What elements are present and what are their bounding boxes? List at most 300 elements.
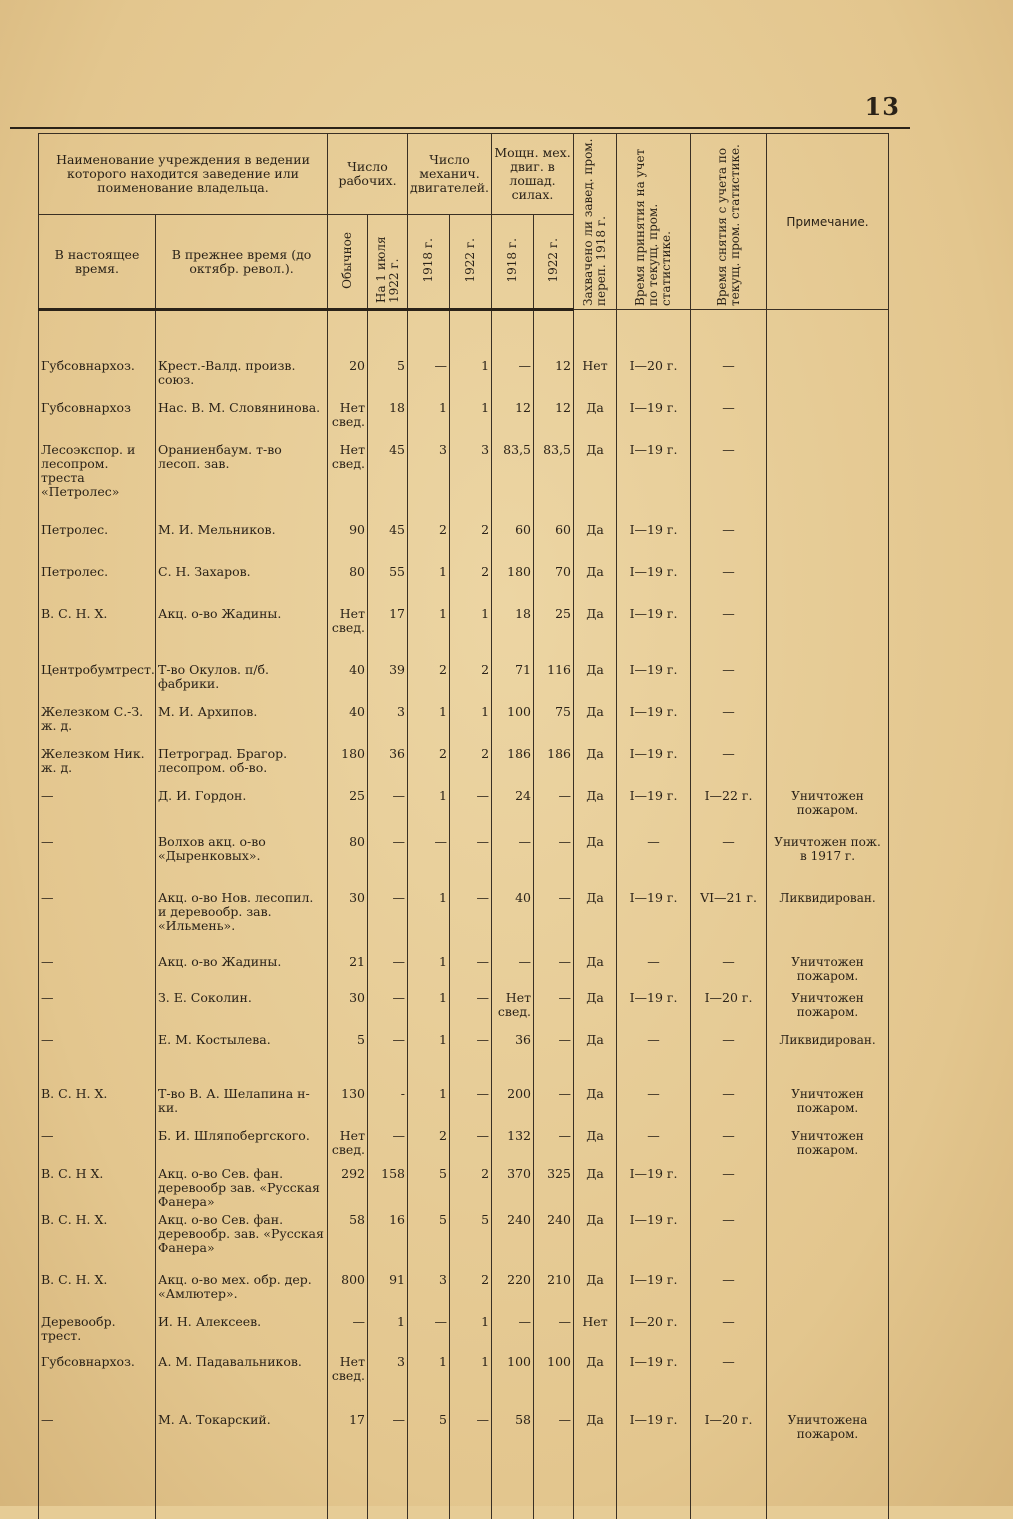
cell-now: Железком С.-З. ж. д. [39, 703, 156, 745]
cell-time-removed: — [691, 1353, 767, 1411]
table-row [39, 1127, 889, 1165]
cell-engines-1922: 1 [450, 1313, 492, 1353]
cell-workers-usual: 130 [328, 1085, 368, 1127]
cell-workers-usual: 21 [328, 953, 368, 989]
page-number: 13 [865, 92, 900, 121]
cell-power-1918: 24 [492, 787, 534, 833]
header-power-1922: 1922 г. [534, 215, 574, 310]
cell-time-removed: — [691, 399, 767, 441]
cell-time-taken: I—19 г. [617, 703, 691, 745]
header-group-name: Наименование учреждения в ведении которого находится заведение или поименование владельца. [39, 134, 328, 215]
cell-engines-1922: — [450, 1127, 492, 1165]
cell-time-removed: — [691, 953, 767, 989]
header-workers-1922: На 1 июля 1922 г. [368, 215, 408, 310]
cell-prev: А. М. Падавальников. [156, 1353, 328, 1411]
cell-power-1922: 186 [534, 745, 574, 787]
cell-note [767, 521, 889, 563]
cell-power-1922: — [534, 833, 574, 889]
cell-power-1922: — [534, 787, 574, 833]
cell-prev: Акц. о-во Нов. лесопил. и деревообр. зав. «Ильмень». [156, 889, 328, 953]
cell-workers-1922: 5 [368, 357, 408, 399]
cell-workers-1922: 55 [368, 563, 408, 605]
cell-workers-1922: 3 [368, 1353, 408, 1411]
cell-captured: Да [574, 1353, 617, 1411]
table-row [39, 661, 889, 703]
cell-power-1918: — [492, 833, 534, 889]
cell-captured: Да [574, 989, 617, 1031]
cell-time-taken: — [617, 953, 691, 989]
cell-prev: Б. И. Шляпобергского. [156, 1127, 328, 1165]
header-prev: В прежнее время (до октябр. револ.). [156, 215, 328, 310]
cell-captured: Да [574, 563, 617, 605]
cell-engines-1918: 1 [408, 399, 450, 441]
cell-captured: Да [574, 1271, 617, 1313]
cell-workers-usual: Нет свед. [328, 1353, 368, 1411]
cell-note [767, 703, 889, 745]
cell-engines-1922: — [450, 889, 492, 953]
table-row [39, 1211, 889, 1271]
cell-power-1922: 210 [534, 1271, 574, 1313]
cell-power-1918: 240 [492, 1211, 534, 1271]
cell-power-1922: 12 [534, 399, 574, 441]
cell-workers-1922: — [368, 833, 408, 889]
cell-workers-usual: 80 [328, 833, 368, 889]
cell-note [767, 1271, 889, 1313]
cell-time-taken: I—19 г. [617, 399, 691, 441]
cell-note: Уничтожен пожаром. [767, 1127, 889, 1165]
cell-note: Уничтожен пожаром. [767, 1085, 889, 1127]
top-rule [10, 127, 910, 129]
cell-time-taken: — [617, 833, 691, 889]
header-time-removed: Время снятия с учета по текущ. пром. статистике. [691, 134, 767, 310]
cell-engines-1918: 1 [408, 989, 450, 1031]
cell-time-taken: — [617, 1031, 691, 1085]
cell-engines-1922: — [450, 833, 492, 889]
cell-now: В. С. Н Х. [39, 1165, 156, 1211]
header-captured: Захвачено ли завед. пром. переп. 1918 г. [574, 134, 617, 310]
cell-engines-1922: — [450, 787, 492, 833]
cell-power-1918: 58 [492, 1411, 534, 1475]
table-row [39, 1085, 889, 1127]
cell-engines-1918: 1 [408, 605, 450, 661]
cell-now: — [39, 1127, 156, 1165]
cell-time-removed: — [691, 357, 767, 399]
cell-captured: Да [574, 605, 617, 661]
cell-now: — [39, 989, 156, 1031]
table-row [39, 1353, 889, 1411]
table-row [39, 521, 889, 563]
cell-captured: Да [574, 399, 617, 441]
cell-note: Уничтожена пожаром. [767, 1411, 889, 1475]
cell-time-removed: VI—21 г. [691, 889, 767, 953]
cell-engines-1922: 1 [450, 703, 492, 745]
cell-time-taken: I—19 г. [617, 889, 691, 953]
cell-prev: Д. И. Гордон. [156, 787, 328, 833]
table-row [39, 1165, 889, 1211]
cell-workers-1922: 36 [368, 745, 408, 787]
cell-now: Петролес. [39, 521, 156, 563]
cell-workers-1922: 1 [368, 1313, 408, 1353]
cell-workers-1922: — [368, 1031, 408, 1085]
table-row [39, 605, 889, 661]
cell-workers-usual: 800 [328, 1271, 368, 1313]
cell-captured: Нет [574, 1313, 617, 1353]
cell-power-1918: 100 [492, 703, 534, 745]
cell-time-taken: I—19 г. [617, 1211, 691, 1271]
cell-workers-usual: 292 [328, 1165, 368, 1211]
header-workers-usual: Обычное [328, 215, 368, 310]
cell-captured: Да [574, 521, 617, 563]
table-row [39, 357, 889, 399]
cell-power-1922: 25 [534, 605, 574, 661]
cell-captured: Да [574, 1165, 617, 1211]
cell-time-removed: — [691, 745, 767, 787]
header-power-1918: 1918 г. [492, 215, 534, 310]
cell-now: — [39, 787, 156, 833]
cell-power-1918: 40 [492, 889, 534, 953]
cell-engines-1918: 2 [408, 745, 450, 787]
cell-note [767, 605, 889, 661]
cell-time-removed: — [691, 833, 767, 889]
cell-workers-1922: 18 [368, 399, 408, 441]
cell-engines-1918: 3 [408, 441, 450, 521]
cell-workers-usual: Нет свед. [328, 441, 368, 521]
cell-power-1918: 370 [492, 1165, 534, 1211]
cell-workers-1922: — [368, 1411, 408, 1475]
cell-workers-usual: 90 [328, 521, 368, 563]
cell-workers-1922: — [368, 953, 408, 989]
table-row [39, 989, 889, 1031]
cell-workers-usual: 20 [328, 357, 368, 399]
cell-note: Уничтожен пожаром. [767, 989, 889, 1031]
cell-workers-1922: 16 [368, 1211, 408, 1271]
table-row [39, 1271, 889, 1313]
cell-power-1922: 240 [534, 1211, 574, 1271]
cell-now: — [39, 889, 156, 953]
cell-note [767, 745, 889, 787]
cell-engines-1922: 1 [450, 605, 492, 661]
cell-engines-1918: 3 [408, 1271, 450, 1313]
cell-now: Петролес. [39, 563, 156, 605]
header-group-workers: Число рабочих. [328, 134, 408, 215]
cell-workers-1922: 17 [368, 605, 408, 661]
cell-now: Деревообр. трест. [39, 1313, 156, 1353]
cell-engines-1922: 2 [450, 563, 492, 605]
cell-power-1922: — [534, 1031, 574, 1085]
cell-prev: Ораниенбаум. т-во лесоп. зав. [156, 441, 328, 521]
cell-time-taken: I—19 г. [617, 1271, 691, 1313]
table-row [39, 745, 889, 787]
cell-power-1918: 100 [492, 1353, 534, 1411]
cell-note: Ликвидирован. [767, 1031, 889, 1085]
cell-captured: Да [574, 1031, 617, 1085]
cell-power-1922: — [534, 1411, 574, 1475]
cell-note: Ликвидирован. [767, 889, 889, 953]
cell-now: Лесоэкспор. и лесопром. треста «Петролес» [39, 441, 156, 521]
cell-workers-usual: 30 [328, 889, 368, 953]
table-tail [39, 1475, 889, 1519]
cell-time-removed: — [691, 521, 767, 563]
cell-engines-1922: 1 [450, 357, 492, 399]
cell-power-1922: 325 [534, 1165, 574, 1211]
cell-engines-1922: 2 [450, 1271, 492, 1313]
cell-time-taken: — [617, 1127, 691, 1165]
cell-time-removed: — [691, 605, 767, 661]
cell-workers-usual: Нет свед. [328, 1127, 368, 1165]
cell-engines-1918: 2 [408, 661, 450, 703]
cell-engines-1922: 2 [450, 661, 492, 703]
cell-captured: Да [574, 953, 617, 989]
cell-time-taken: I—19 г. [617, 1411, 691, 1475]
cell-prev: И. Н. Алексеев. [156, 1313, 328, 1353]
cell-prev: М. И. Архипов. [156, 703, 328, 745]
cell-engines-1918: 1 [408, 1031, 450, 1085]
enterprise-table [38, 133, 889, 1519]
cell-captured: Да [574, 1127, 617, 1165]
cell-now: — [39, 833, 156, 889]
cell-power-1918: 132 [492, 1127, 534, 1165]
cell-note [767, 399, 889, 441]
cell-time-taken: I—19 г. [617, 989, 691, 1031]
cell-workers-usual: 180 [328, 745, 368, 787]
cell-workers-1922: 158 [368, 1165, 408, 1211]
cell-engines-1918: — [408, 1313, 450, 1353]
cell-time-taken: I—19 г. [617, 521, 691, 563]
cell-engines-1922: 2 [450, 1165, 492, 1211]
cell-workers-1922: 3 [368, 703, 408, 745]
cell-prev: Акц. о-во Жадины. [156, 953, 328, 989]
cell-engines-1918: — [408, 833, 450, 889]
cell-engines-1922: 1 [450, 399, 492, 441]
cell-engines-1918: 5 [408, 1211, 450, 1271]
cell-power-1918: 180 [492, 563, 534, 605]
cell-engines-1918: 1 [408, 953, 450, 989]
cell-workers-usual: — [328, 1313, 368, 1353]
cell-engines-1918: 5 [408, 1411, 450, 1475]
cell-engines-1922: — [450, 1085, 492, 1127]
cell-time-removed: — [691, 1165, 767, 1211]
cell-workers-1922: - [368, 1085, 408, 1127]
cell-time-taken: I—20 г. [617, 357, 691, 399]
cell-workers-usual: Нет свед. [328, 605, 368, 661]
cell-note: Уничтожен пожаром. [767, 953, 889, 989]
cell-time-taken: I—19 г. [617, 605, 691, 661]
cell-workers-1922: 39 [368, 661, 408, 703]
cell-note [767, 1165, 889, 1211]
cell-engines-1918: 2 [408, 521, 450, 563]
cell-now: — [39, 1411, 156, 1475]
cell-now: Губсовнархоз. [39, 357, 156, 399]
cell-engines-1918: 5 [408, 1165, 450, 1211]
cell-time-taken: I—19 г. [617, 441, 691, 521]
table-row [39, 833, 889, 889]
cell-time-removed: — [691, 661, 767, 703]
cell-time-removed: — [691, 1271, 767, 1313]
cell-time-taken: I—19 г. [617, 1165, 691, 1211]
cell-power-1922: 116 [534, 661, 574, 703]
cell-workers-1922: 45 [368, 441, 408, 521]
cell-time-taken: I—19 г. [617, 661, 691, 703]
cell-now: Железком Ник. ж. д. [39, 745, 156, 787]
header-engines-1922: 1922 г. [450, 215, 492, 310]
cell-captured: Да [574, 661, 617, 703]
cell-engines-1918: 1 [408, 889, 450, 953]
cell-workers-usual: 25 [328, 787, 368, 833]
cell-power-1918: 18 [492, 605, 534, 661]
table-row [39, 441, 889, 521]
cell-time-removed: — [691, 563, 767, 605]
cell-time-taken: I—19 г. [617, 787, 691, 833]
table-row [39, 1411, 889, 1475]
cell-workers-usual: 80 [328, 563, 368, 605]
cell-prev: Т-во В. А. Шелапина н-ки. [156, 1085, 328, 1127]
cell-prev: Волхов акц. о-во «Дыренковых». [156, 833, 328, 889]
cell-power-1922: 75 [534, 703, 574, 745]
cell-note [767, 563, 889, 605]
table-row [39, 889, 889, 953]
cell-now: В. С. Н. Х. [39, 1085, 156, 1127]
table-row [39, 399, 889, 441]
cell-power-1918: 60 [492, 521, 534, 563]
cell-captured: Да [574, 833, 617, 889]
cell-power-1922: — [534, 1127, 574, 1165]
cell-power-1922: — [534, 989, 574, 1031]
cell-power-1918: — [492, 1313, 534, 1353]
cell-prev: М. А. Токарский. [156, 1411, 328, 1475]
cell-engines-1922: — [450, 1031, 492, 1085]
cell-power-1922: — [534, 1313, 574, 1353]
cell-note [767, 1313, 889, 1353]
cell-now: В. С. Н. Х. [39, 605, 156, 661]
header-group-power: Мощн. мех. двиг. в лошад. силах. [492, 134, 574, 215]
cell-now: — [39, 1031, 156, 1085]
cell-engines-1922: 2 [450, 521, 492, 563]
header-engines-1918: 1918 г. [408, 215, 450, 310]
cell-engines-1922: 3 [450, 441, 492, 521]
cell-workers-1922: — [368, 787, 408, 833]
cell-note [767, 1353, 889, 1411]
table-row [39, 1031, 889, 1085]
cell-captured: Да [574, 441, 617, 521]
cell-workers-usual: 17 [328, 1411, 368, 1475]
cell-time-removed: — [691, 1085, 767, 1127]
table-body [39, 310, 889, 1519]
cell-engines-1918: 1 [408, 787, 450, 833]
cell-power-1918: 200 [492, 1085, 534, 1127]
header-time-taken: Время принятия на учет по текущ. пром. статистике. [617, 134, 691, 310]
cell-engines-1918: 1 [408, 1353, 450, 1411]
cell-workers-usual: 5 [328, 1031, 368, 1085]
cell-prev: Акц. о-во Сев. фан. деревообр зав. «Русская Фанера» [156, 1165, 328, 1211]
cell-workers-1922: 45 [368, 521, 408, 563]
cell-power-1922: 60 [534, 521, 574, 563]
cell-time-removed: — [691, 1313, 767, 1353]
cell-note [767, 441, 889, 521]
table-spacer [39, 310, 889, 358]
cell-time-taken: I—19 г. [617, 1353, 691, 1411]
cell-power-1922: 83,5 [534, 441, 574, 521]
cell-workers-1922: — [368, 989, 408, 1031]
table-row [39, 953, 889, 989]
cell-captured: Да [574, 703, 617, 745]
cell-engines-1922: — [450, 989, 492, 1031]
table-row [39, 703, 889, 745]
cell-time-removed: I—22 г. [691, 787, 767, 833]
cell-now: Губсовнархоз. [39, 1353, 156, 1411]
cell-workers-usual: 40 [328, 661, 368, 703]
cell-power-1918: Нет свед. [492, 989, 534, 1031]
cell-engines-1918: 1 [408, 703, 450, 745]
cell-prev: С. Н. Захаров. [156, 563, 328, 605]
cell-workers-1922: 91 [368, 1271, 408, 1313]
cell-power-1918: 71 [492, 661, 534, 703]
cell-prev: З. Е. Соколин. [156, 989, 328, 1031]
cell-power-1918: — [492, 953, 534, 989]
cell-power-1918: — [492, 357, 534, 399]
cell-captured: Да [574, 745, 617, 787]
table-row [39, 1313, 889, 1353]
cell-prev: Крест.-Валд. произв. союз. [156, 357, 328, 399]
header-now: В настоящее время. [39, 215, 156, 310]
cell-time-removed: — [691, 1127, 767, 1165]
cell-time-removed: — [691, 1031, 767, 1085]
cell-time-taken: I—20 г. [617, 1313, 691, 1353]
header-group-engines: Число механич. двигателей. [408, 134, 492, 215]
cell-captured: Да [574, 889, 617, 953]
cell-prev: Нас. В. М. Словянинова. [156, 399, 328, 441]
cell-captured: Да [574, 1211, 617, 1271]
cell-power-1918: 220 [492, 1271, 534, 1313]
cell-time-removed: I—20 г. [691, 989, 767, 1031]
cell-engines-1922: — [450, 953, 492, 989]
cell-time-taken: I—19 г. [617, 563, 691, 605]
cell-note: Уничтожен пож. в 1917 г. [767, 833, 889, 889]
cell-time-removed: — [691, 1211, 767, 1271]
cell-power-1922: 70 [534, 563, 574, 605]
cell-workers-1922: — [368, 1127, 408, 1165]
cell-workers-usual: 58 [328, 1211, 368, 1271]
cell-power-1922: 100 [534, 1353, 574, 1411]
cell-engines-1922: 2 [450, 745, 492, 787]
cell-prev: Т-во Окулов. п/б. фабрики. [156, 661, 328, 703]
cell-now: Центробумтрест. [39, 661, 156, 703]
cell-engines-1918: 1 [408, 1085, 450, 1127]
header-notes: Примечание. [767, 134, 889, 310]
cell-prev: Петроград. Брагор. лесопром. об-во. [156, 745, 328, 787]
cell-prev: Акц. о-во Сев. фан. деревообр. зав. «Русская Фанера» [156, 1211, 328, 1271]
cell-workers-usual: 40 [328, 703, 368, 745]
cell-time-taken: — [617, 1085, 691, 1127]
cell-engines-1918: — [408, 357, 450, 399]
cell-workers-usual: Нет свед. [328, 399, 368, 441]
cell-note: Уничтожен пожаром. [767, 787, 889, 833]
cell-time-taken: I—19 г. [617, 745, 691, 787]
cell-engines-1922: — [450, 1411, 492, 1475]
cell-prev: М. И. Мельников. [156, 521, 328, 563]
cell-workers-usual: 30 [328, 989, 368, 1031]
cell-prev: Акц. о-во мех. обр. дер. «Амлютер». [156, 1271, 328, 1313]
cell-engines-1918: 2 [408, 1127, 450, 1165]
cell-time-removed: I—20 г. [691, 1411, 767, 1475]
cell-note [767, 661, 889, 703]
cell-engines-1918: 1 [408, 563, 450, 605]
cell-time-removed: — [691, 441, 767, 521]
cell-engines-1922: 5 [450, 1211, 492, 1271]
cell-power-1918: 36 [492, 1031, 534, 1085]
cell-power-1918: 12 [492, 399, 534, 441]
cell-power-1922: — [534, 889, 574, 953]
cell-captured: Да [574, 1411, 617, 1475]
